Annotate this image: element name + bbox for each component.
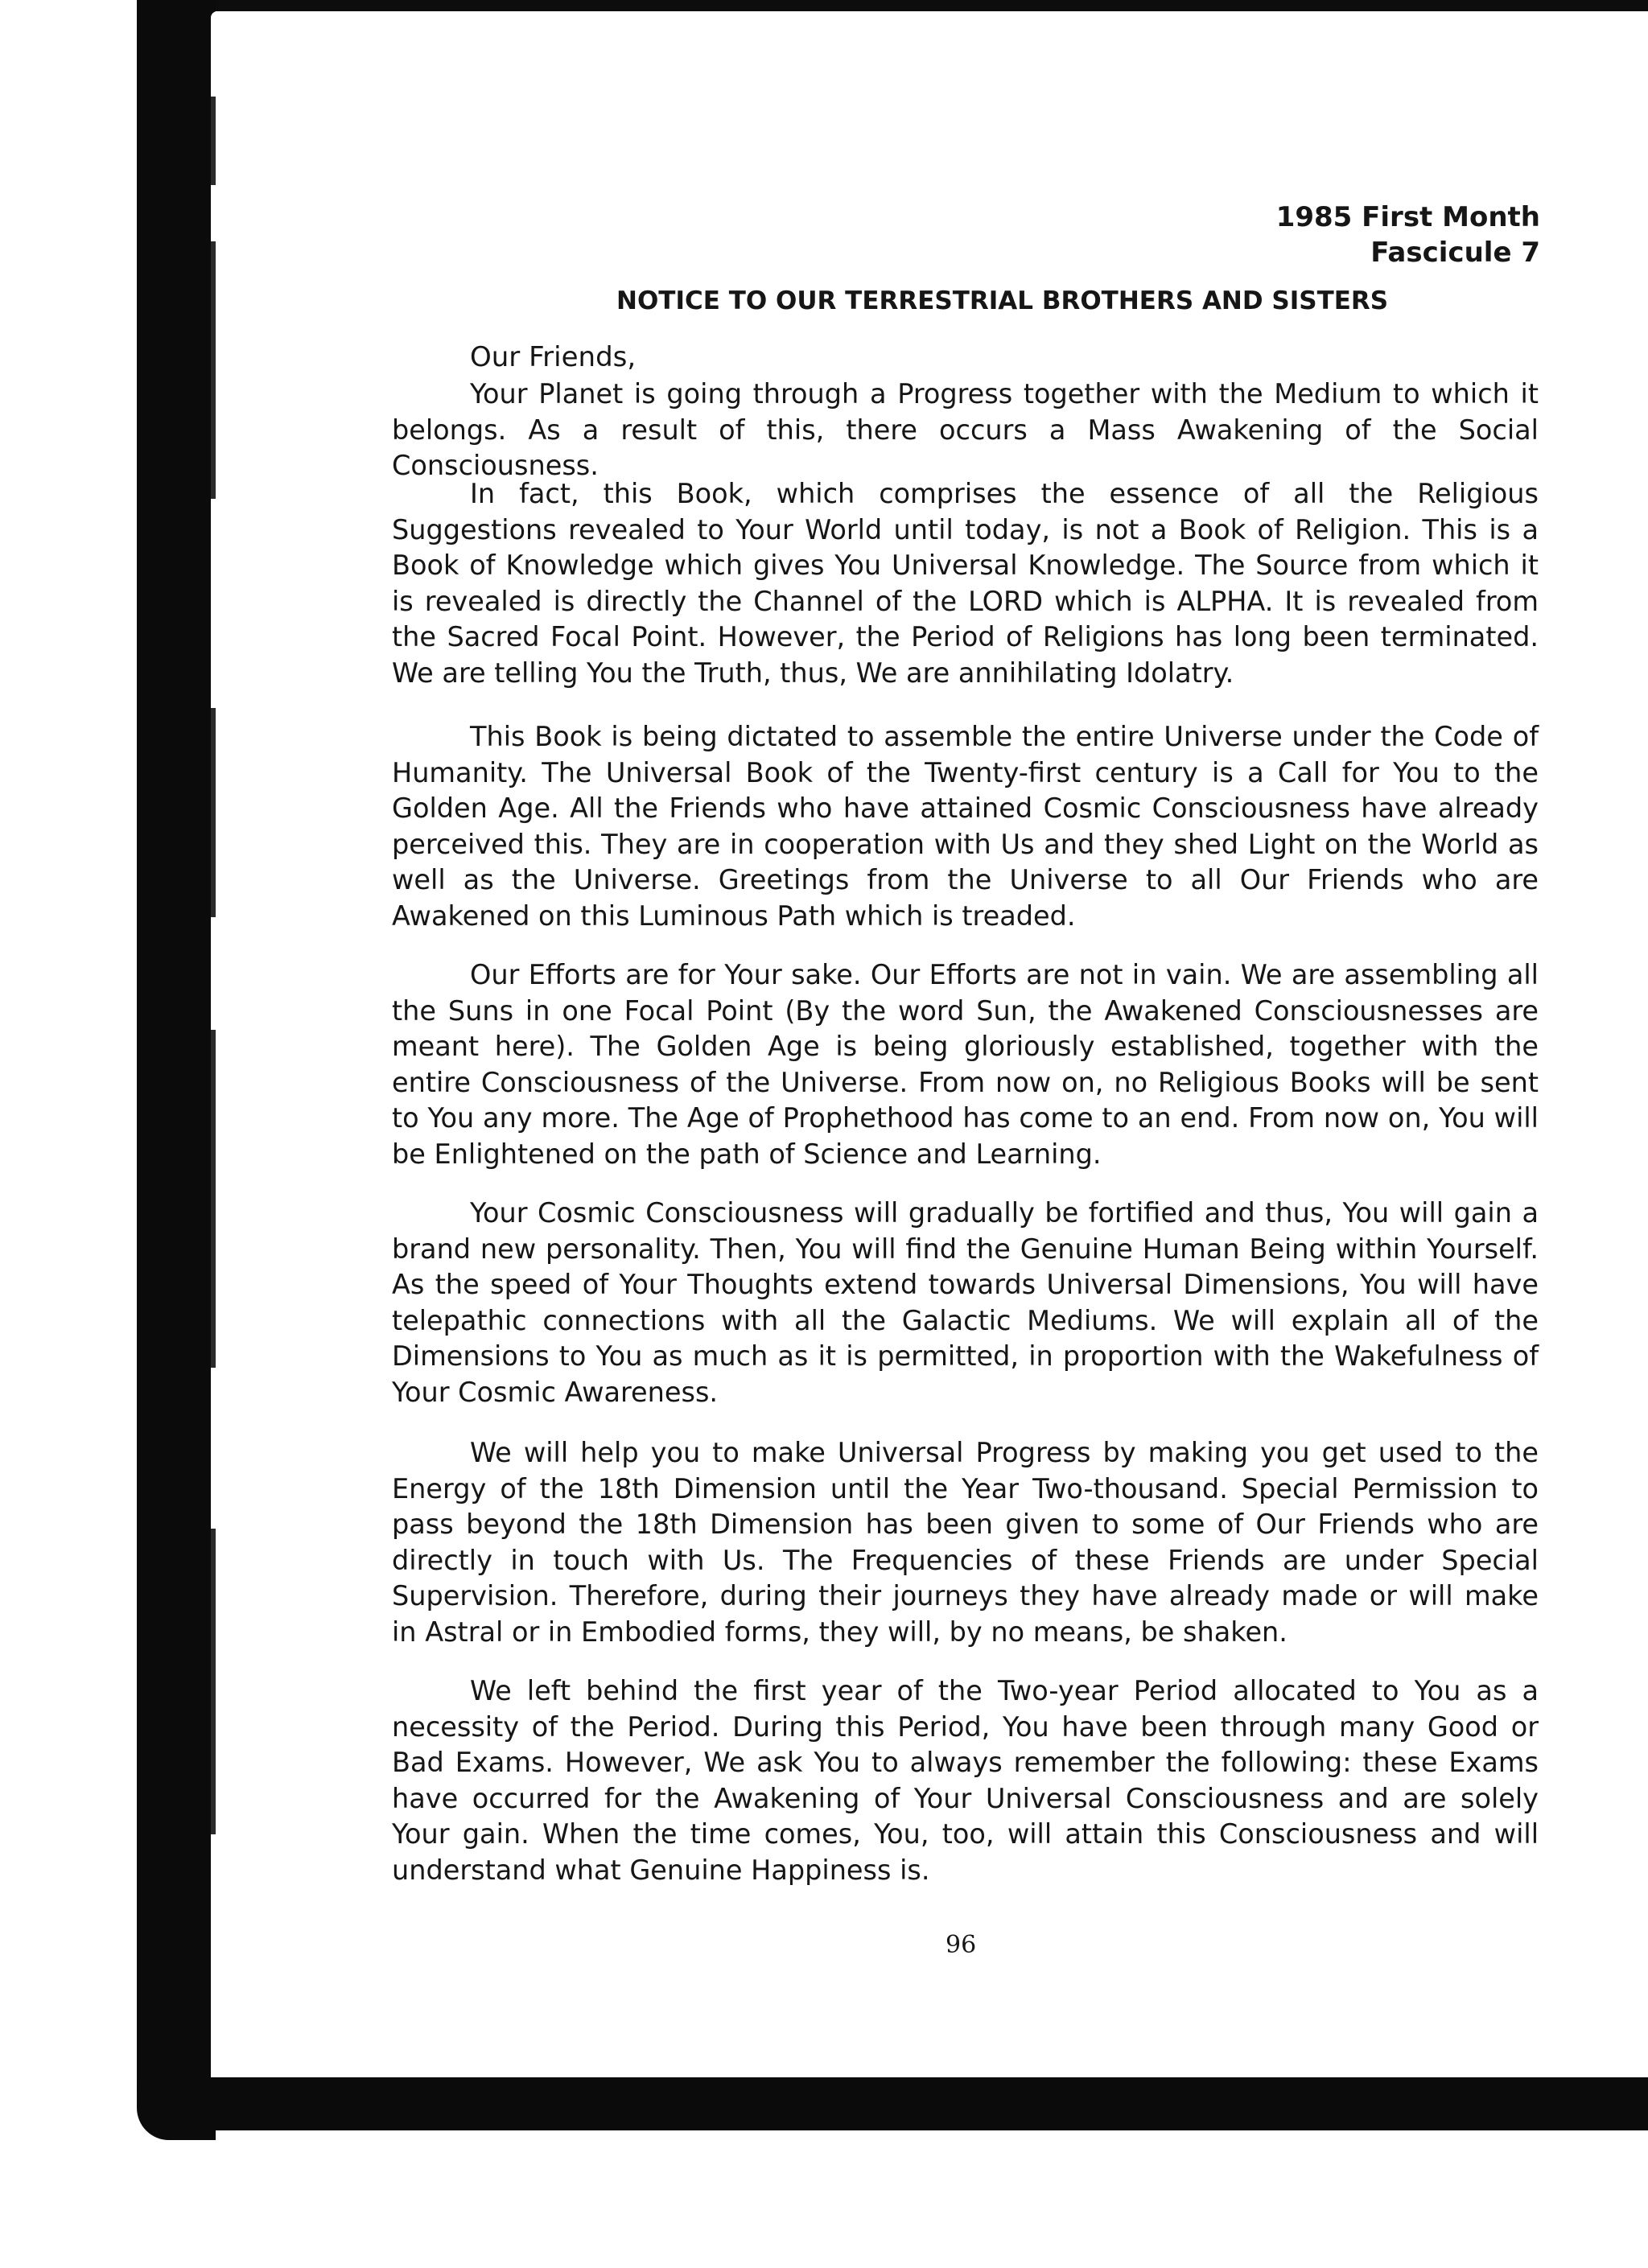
- paragraph-3: This Book is being dictated to assemble the entire Universe under the Code of Humanity. The Universal Book of the Twenty-first century is a Call for You to the Golden Age. All the Friends who have attained Cosmic Consciousness have already perceived this. They are in cooperation with Us and they shed Light on the World as well as the Universe. Greetings from the Universe to all Our Friends who are Awakened on this Luminous Path which is treaded.: [392, 721, 1539, 932]
- scan-border-left: [137, 0, 216, 2140]
- fascicule-heading: Fascicule 7: [1370, 237, 1540, 269]
- binding-mark: [211, 97, 216, 185]
- paragraph-7: We left behind the first year of the Two-year Period allocated to You as a necessity of the Period. During this Period, You have been through many Good or Bad Exams. However, We ask You to always remember the following: these Exams have occurred for the Awakening of Your Universal Consciousness and are solely Your gain. When the time comes, You, too, will attain this Consciousness and will understand what Genuine Happiness is.: [392, 1675, 1539, 1886]
- paragraph-5: Your Cosmic Consciousness will gradually be fortified and thus, You will gain a brand new personality. Then, You will find the Genuine Human Being within Yourself. As the speed of Your Thoughts extend towards Universal Dimensions, You will have telepathic connections with all the Galactic Mediums. We will explain all of the Dimensions to You as much as it is permitted, in proportion with the Wakefulness of Your Cosmic Awareness.: [392, 1197, 1539, 1408]
- binding-mark: [211, 1529, 216, 1834]
- binding-mark: [211, 1030, 216, 1368]
- page-number: 96: [946, 1931, 977, 1959]
- paragraph-1: Your Planet is going through a Progress together with the Medium to which it belongs. As a result of this, there occurs a Mass Awakening of the Social Consciousness.: [392, 378, 1539, 481]
- paragraph-6: We will help you to make Universal Progress by making you get used to the Energy of the 18th Dimension until the Year Two-thousand. Special Permission to pass beyond the 18th Dimension has been given to some of Our Friends who are directly in touch with Us. The Frequencies of these Friends are under Special Supervision. Therefore, during their journeys they have already made or will make in Astral or in Embodied forms, they will, by no means, be shaken.: [392, 1437, 1539, 1648]
- scan-border-top: [161, 0, 1648, 11]
- binding-mark: [211, 241, 216, 499]
- scan-border-bottom: [137, 2074, 1648, 2130]
- salutation: Our Friends,: [470, 341, 637, 373]
- date-heading: 1985 First Month: [1275, 201, 1540, 233]
- paragraph-2: In fact, this Book, which comprises the essence of all the Religious Suggestions revealed to Your World until today, is not a Book of Religion. This is a Book of Knowledge which gives You Universal Knowledge. The Source from which it is revealed is directly the Channel of the LORD which is ALPHA. It is revealed from the Sacred Focal Point. However, the Period of Religions has long been terminated. We are telling You the Truth, thus, We are annihilating Idolatry.: [392, 478, 1539, 689]
- paragraph-4: Our Efforts are for Your sake. Our Efforts are not in vain. We are assembling all the Suns in one Focal Point (By the word Sun, the Awakened Consciousnesses are meant here). The Golden Age is being gloriously established, together with the entire Consciousness of the Universe. From now on, no Religious Books will be sent to You any more. The Age of Prophethood has come to an end. From now on, You will be Enlightened on the path of Science and Learning.: [392, 959, 1539, 1170]
- notice-title: NOTICE TO OUR TERRESTRIAL BROTHERS AND SISTERS: [616, 286, 1389, 315]
- binding-mark: [211, 708, 216, 917]
